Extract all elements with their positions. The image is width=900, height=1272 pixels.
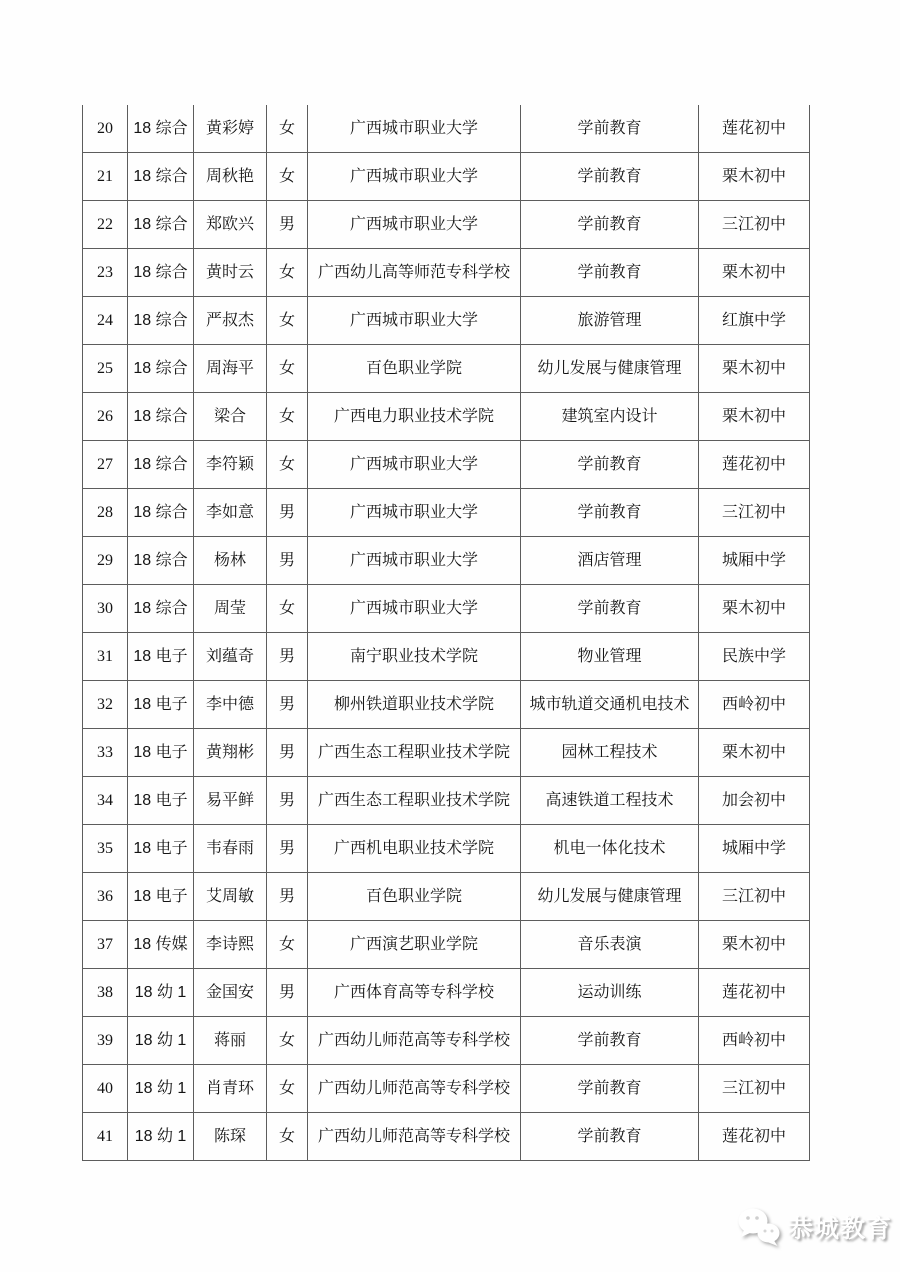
cell-name: 李诗熙 — [194, 921, 267, 969]
cell-num: 26 — [83, 393, 128, 441]
cell-major: 学前教育 — [521, 153, 699, 201]
cell-major: 学前教育 — [521, 585, 699, 633]
watermark-label: 恭城教育 — [788, 1215, 893, 1243]
table-row — [83, 105, 810, 153]
cell-gender: 女 — [267, 441, 308, 489]
cell-cls: 18 综合 — [128, 345, 194, 393]
cell-cls: 18 综合 — [128, 585, 194, 633]
cell-major: 幼儿发展与健康管理 — [521, 345, 699, 393]
table-row — [83, 585, 810, 633]
cell-name: 梁合 — [194, 393, 267, 441]
cell-name: 李中德 — [194, 681, 267, 729]
cell-name: 郑欧兴 — [194, 201, 267, 249]
cell-cls: 18 电子 — [128, 873, 194, 921]
cell-school: 莲花初中 — [699, 1113, 810, 1161]
cell-college: 广西城市职业大学 — [308, 441, 521, 489]
cell-num: 39 — [83, 1017, 128, 1065]
cell-cls: 18 综合 — [128, 249, 194, 297]
cell-num: 35 — [83, 825, 128, 873]
cell-cls: 18 幼 1 — [128, 1017, 194, 1065]
cell-gender: 女 — [267, 105, 308, 153]
cell-college: 广西城市职业大学 — [308, 297, 521, 345]
cell-major: 学前教育 — [521, 1017, 699, 1065]
cell-name: 蒋丽 — [194, 1017, 267, 1065]
cell-major: 旅游管理 — [521, 297, 699, 345]
cell-school: 红旗中学 — [699, 297, 810, 345]
cell-school: 栗木初中 — [699, 345, 810, 393]
table-row — [83, 729, 810, 777]
cell-num: 21 — [83, 153, 128, 201]
cell-school: 栗木初中 — [699, 249, 810, 297]
cell-num: 41 — [83, 1113, 128, 1161]
cell-gender: 男 — [267, 873, 308, 921]
cell-college: 广西演艺职业学院 — [308, 921, 521, 969]
cell-cls: 18 综合 — [128, 441, 194, 489]
cell-num: 37 — [83, 921, 128, 969]
cell-college: 百色职业学院 — [308, 345, 521, 393]
cell-num: 38 — [83, 969, 128, 1017]
table-row — [83, 777, 810, 825]
cell-major: 园林工程技术 — [521, 729, 699, 777]
cell-num: 20 — [83, 105, 128, 153]
cell-gender: 女 — [267, 345, 308, 393]
table-row — [83, 153, 810, 201]
cell-num: 25 — [83, 345, 128, 393]
cell-gender: 女 — [267, 297, 308, 345]
cell-gender: 男 — [267, 201, 308, 249]
student-roster-table-body — [83, 105, 810, 1161]
cell-major: 学前教育 — [521, 489, 699, 537]
table-row — [83, 1113, 810, 1161]
cell-college: 广西机电职业技术学院 — [308, 825, 521, 873]
cell-gender: 男 — [267, 777, 308, 825]
cell-gender: 男 — [267, 825, 308, 873]
cell-num: 31 — [83, 633, 128, 681]
cell-gender: 女 — [267, 393, 308, 441]
cell-school: 栗木初中 — [699, 153, 810, 201]
cell-school: 莲花初中 — [699, 969, 810, 1017]
table-row — [83, 633, 810, 681]
cell-cls: 18 综合 — [128, 153, 194, 201]
cell-school: 三江初中 — [699, 201, 810, 249]
cell-major: 高速铁道工程技术 — [521, 777, 699, 825]
cell-college: 广西城市职业大学 — [308, 201, 521, 249]
cell-num: 23 — [83, 249, 128, 297]
cell-name: 黄彩婷 — [194, 105, 267, 153]
cell-school: 栗木初中 — [699, 729, 810, 777]
table-row — [83, 489, 810, 537]
cell-num: 32 — [83, 681, 128, 729]
cell-cls: 18 综合 — [128, 297, 194, 345]
cell-cls: 18 幼 1 — [128, 1113, 194, 1161]
cell-cls: 18 电子 — [128, 681, 194, 729]
cell-cls: 18 综合 — [128, 393, 194, 441]
cell-college: 广西城市职业大学 — [308, 489, 521, 537]
cell-major: 学前教育 — [521, 1113, 699, 1161]
cell-name: 金国安 — [194, 969, 267, 1017]
table-row — [83, 1017, 810, 1065]
cell-gender: 女 — [267, 921, 308, 969]
cell-gender: 女 — [267, 249, 308, 297]
cell-college: 广西城市职业大学 — [308, 105, 521, 153]
cell-cls: 18 综合 — [128, 105, 194, 153]
cell-name: 易平鲜 — [194, 777, 267, 825]
cell-num: 22 — [83, 201, 128, 249]
cell-cls: 18 幼 1 — [128, 1065, 194, 1113]
cell-college: 广西幼儿师范高等专科学校 — [308, 1065, 521, 1113]
cell-cls: 18 电子 — [128, 633, 194, 681]
cell-name: 周秋艳 — [194, 153, 267, 201]
cell-college: 广西体育高等专科学校 — [308, 969, 521, 1017]
cell-school: 三江初中 — [699, 1065, 810, 1113]
table-row — [83, 393, 810, 441]
table-row — [83, 825, 810, 873]
cell-name: 黄时云 — [194, 249, 267, 297]
cell-gender: 女 — [267, 153, 308, 201]
cell-major: 幼儿发展与健康管理 — [521, 873, 699, 921]
wechat-icon — [737, 1206, 781, 1248]
cell-num: 34 — [83, 777, 128, 825]
table-row — [83, 921, 810, 969]
watermark — [737, 1206, 892, 1248]
cell-gender: 女 — [267, 585, 308, 633]
cell-name: 陈琛 — [194, 1113, 267, 1161]
table-row — [83, 537, 810, 585]
cell-name: 李如意 — [194, 489, 267, 537]
cell-school: 加会初中 — [699, 777, 810, 825]
cell-name: 艾周敏 — [194, 873, 267, 921]
cell-school: 三江初中 — [699, 873, 810, 921]
cell-cls: 18 电子 — [128, 729, 194, 777]
cell-college: 广西城市职业大学 — [308, 537, 521, 585]
cell-num: 36 — [83, 873, 128, 921]
cell-college: 广西城市职业大学 — [308, 585, 521, 633]
table-row — [83, 201, 810, 249]
cell-name: 黄翔彬 — [194, 729, 267, 777]
cell-num: 33 — [83, 729, 128, 777]
cell-cls: 18 幼 1 — [128, 969, 194, 1017]
cell-major: 城市轨道交通机电技术 — [521, 681, 699, 729]
cell-college: 广西幼儿高等师范专科学校 — [308, 249, 521, 297]
cell-school: 栗木初中 — [699, 585, 810, 633]
cell-school: 三江初中 — [699, 489, 810, 537]
cell-school: 城厢中学 — [699, 825, 810, 873]
cell-college: 广西生态工程职业技术学院 — [308, 777, 521, 825]
table-row — [83, 681, 810, 729]
cell-gender: 男 — [267, 489, 308, 537]
cell-cls: 18 电子 — [128, 777, 194, 825]
cell-major: 物业管理 — [521, 633, 699, 681]
cell-name: 杨林 — [194, 537, 267, 585]
cell-major: 学前教育 — [521, 441, 699, 489]
cell-gender: 男 — [267, 537, 308, 585]
cell-gender: 男 — [267, 633, 308, 681]
cell-school: 莲花初中 — [699, 441, 810, 489]
cell-school: 民族中学 — [699, 633, 810, 681]
cell-college: 广西城市职业大学 — [308, 153, 521, 201]
cell-cls: 18 综合 — [128, 489, 194, 537]
cell-num: 28 — [83, 489, 128, 537]
cell-gender: 女 — [267, 1017, 308, 1065]
cell-college: 广西幼儿师范高等专科学校 — [308, 1113, 521, 1161]
cell-num: 24 — [83, 297, 128, 345]
table-row — [83, 969, 810, 1017]
cell-school: 栗木初中 — [699, 393, 810, 441]
cell-name: 肖青环 — [194, 1065, 267, 1113]
cell-college: 南宁职业技术学院 — [308, 633, 521, 681]
cell-num: 30 — [83, 585, 128, 633]
cell-name: 严叔杰 — [194, 297, 267, 345]
cell-college: 百色职业学院 — [308, 873, 521, 921]
cell-name: 周莹 — [194, 585, 267, 633]
cell-gender: 女 — [267, 1065, 308, 1113]
cell-school: 西岭初中 — [699, 681, 810, 729]
cell-cls: 18 传媒 — [128, 921, 194, 969]
cell-school: 莲花初中 — [699, 105, 810, 153]
table-row — [83, 873, 810, 921]
cell-num: 27 — [83, 441, 128, 489]
cell-cls: 18 综合 — [128, 537, 194, 585]
student-roster-table — [82, 105, 810, 1161]
cell-major: 学前教育 — [521, 249, 699, 297]
cell-name: 周海平 — [194, 345, 267, 393]
cell-major: 学前教育 — [521, 105, 699, 153]
table-row — [83, 441, 810, 489]
cell-major: 学前教育 — [521, 1065, 699, 1113]
cell-major: 学前教育 — [521, 201, 699, 249]
table-row — [83, 297, 810, 345]
cell-school: 城厢中学 — [699, 537, 810, 585]
cell-college: 广西幼儿师范高等专科学校 — [308, 1017, 521, 1065]
table-row — [83, 1065, 810, 1113]
cell-name: 韦春雨 — [194, 825, 267, 873]
cell-name: 刘蕴奇 — [194, 633, 267, 681]
cell-num: 40 — [83, 1065, 128, 1113]
table-row — [83, 249, 810, 297]
cell-gender: 男 — [267, 969, 308, 1017]
cell-college: 广西生态工程职业技术学院 — [308, 729, 521, 777]
cell-name: 李符颖 — [194, 441, 267, 489]
cell-college: 广西电力职业技术学院 — [308, 393, 521, 441]
cell-gender: 男 — [267, 729, 308, 777]
cell-gender: 男 — [267, 681, 308, 729]
cell-major: 音乐表演 — [521, 921, 699, 969]
cell-num: 29 — [83, 537, 128, 585]
cell-school: 栗木初中 — [699, 921, 810, 969]
cell-cls: 18 电子 — [128, 825, 194, 873]
cell-cls: 18 综合 — [128, 201, 194, 249]
cell-major: 建筑室内设计 — [521, 393, 699, 441]
cell-gender: 女 — [267, 1113, 308, 1161]
cell-major: 机电一体化技术 — [521, 825, 699, 873]
table-row — [83, 345, 810, 393]
cell-school: 西岭初中 — [699, 1017, 810, 1065]
cell-major: 酒店管理 — [521, 537, 699, 585]
cell-college: 柳州铁道职业技术学院 — [308, 681, 521, 729]
cell-major: 运动训练 — [521, 969, 699, 1017]
